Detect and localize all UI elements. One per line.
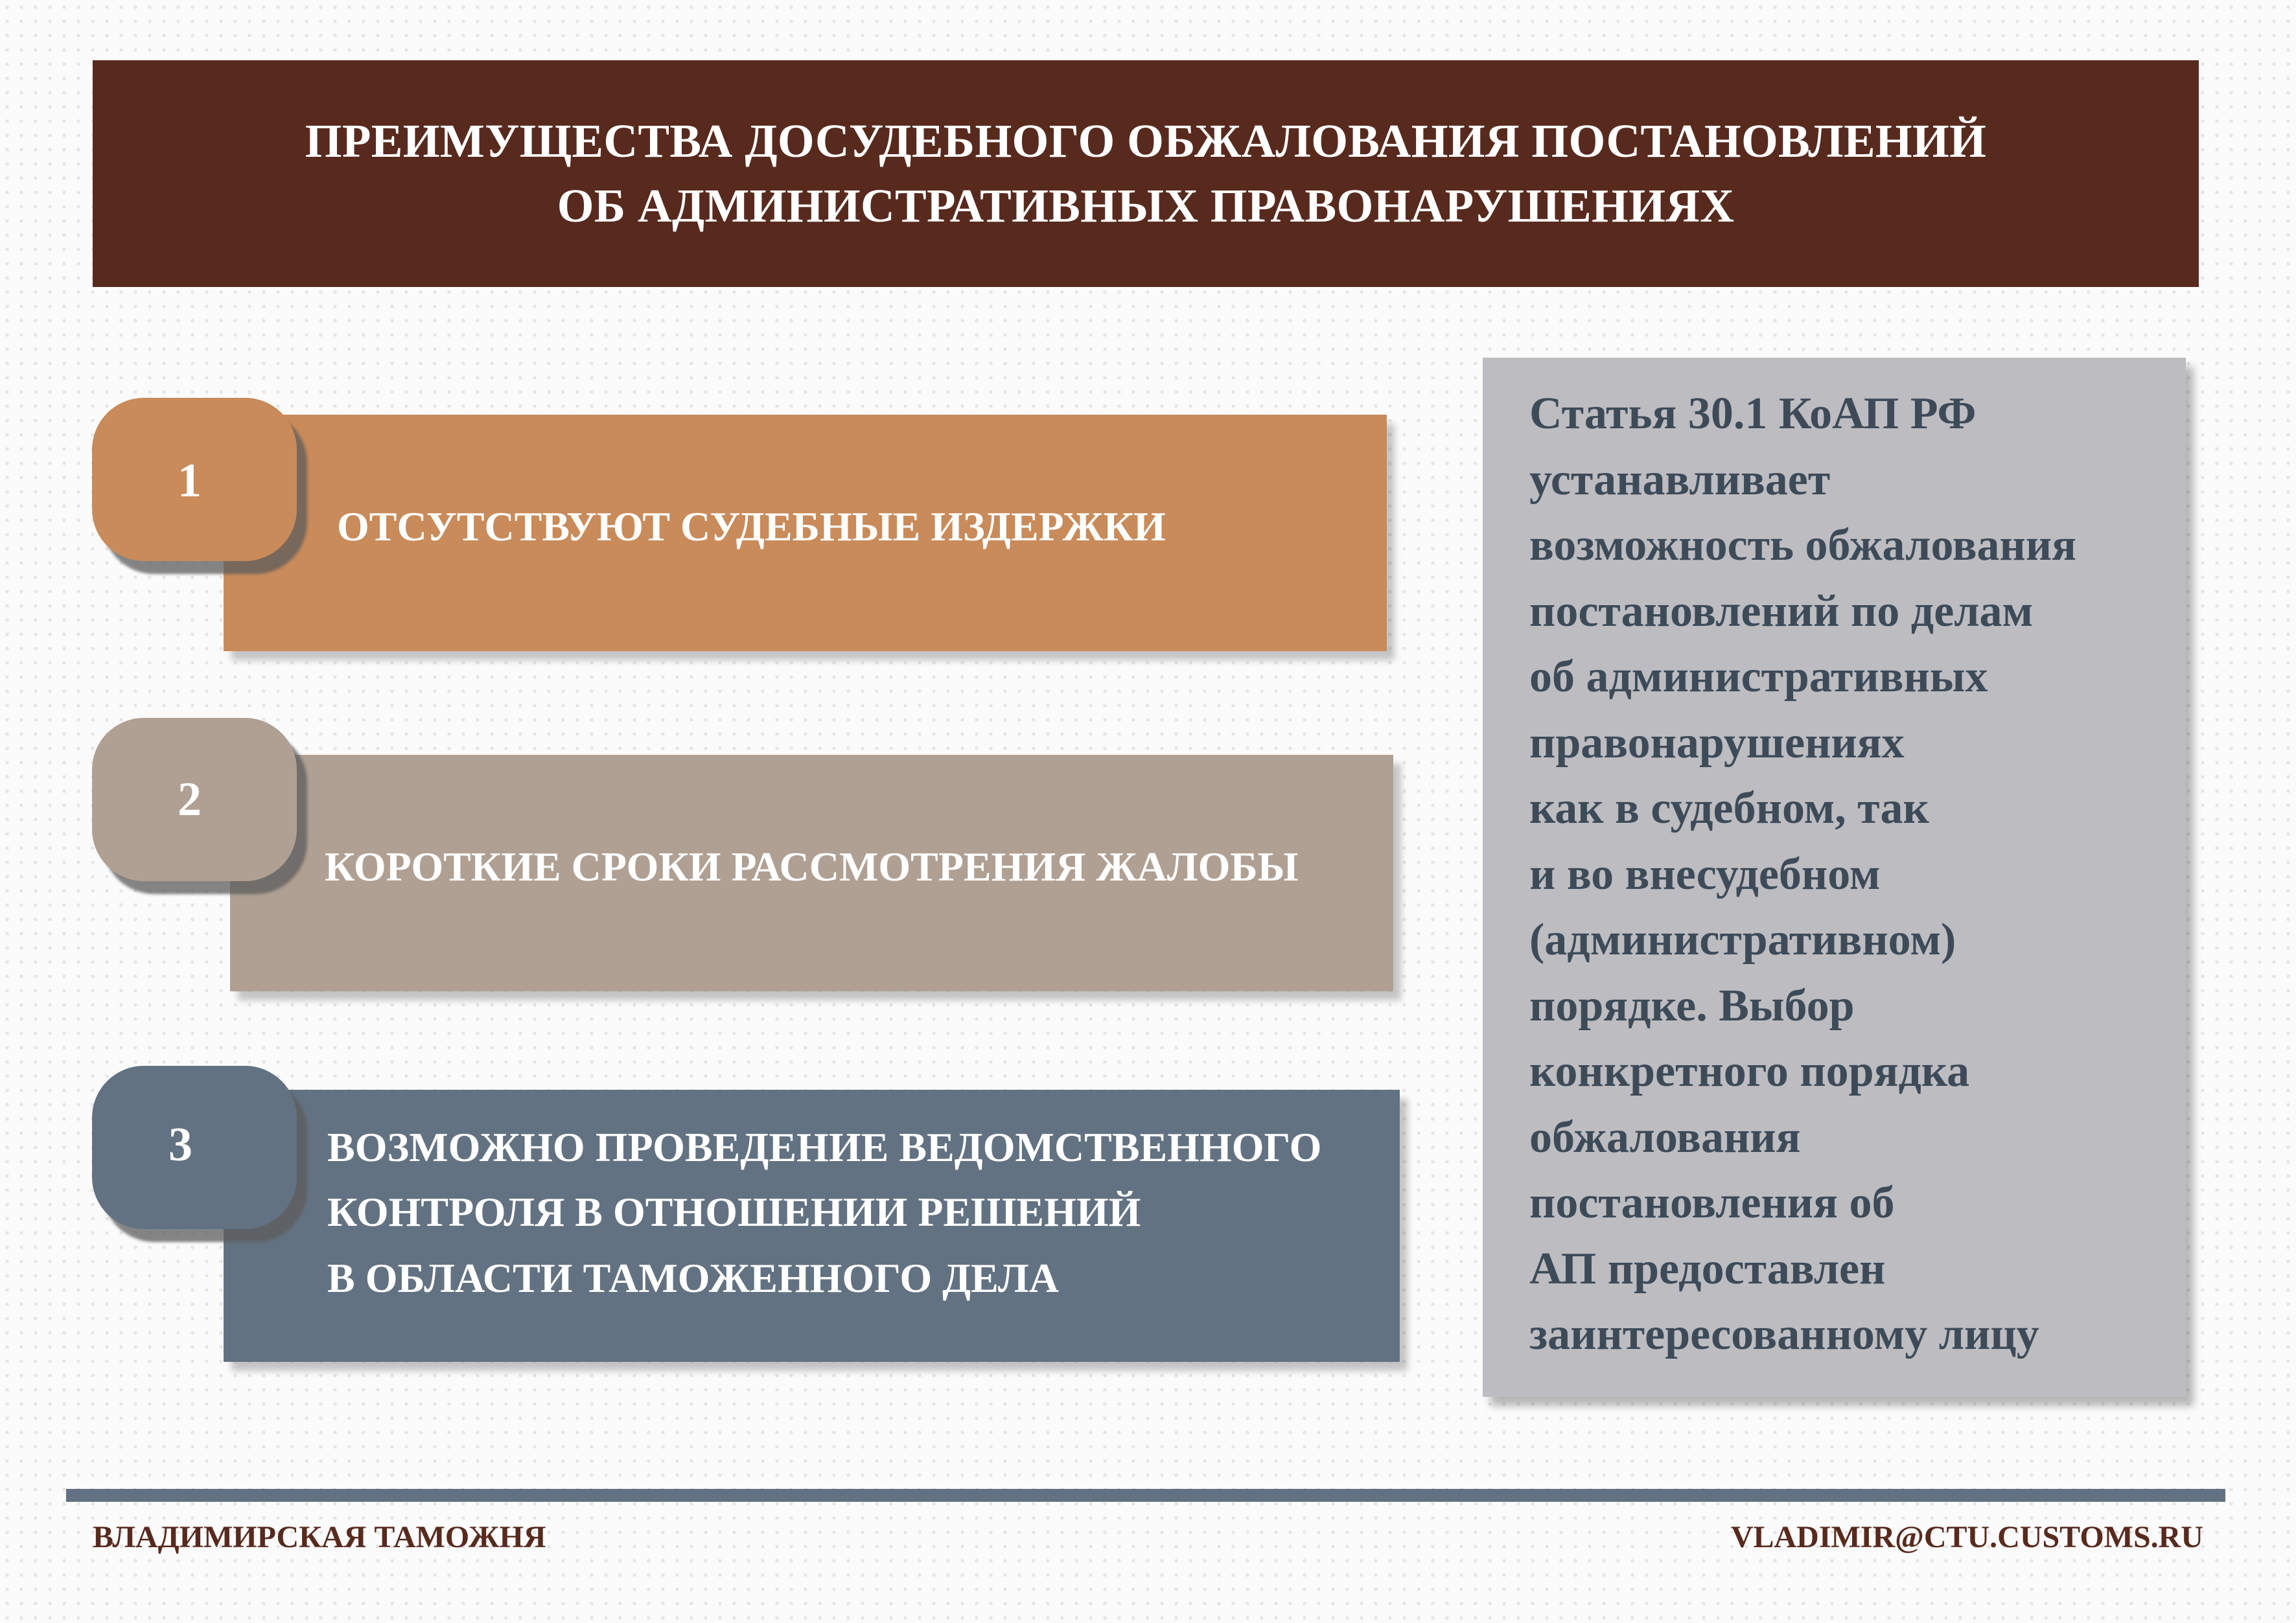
advantage-number-2: 2 (178, 773, 202, 826)
footer-divider (66, 1489, 2225, 1502)
advantage-card-3-line-2: КОНТРОЛЯ В ОТНОШЕНИИ РЕШЕНИЙ (327, 1189, 1141, 1235)
advantage-card-3-line-1: ВОЗМОЖНО ПРОВЕДЕНИЕ ВЕДОМСТВЕННОГО (327, 1124, 1322, 1170)
advantage-card-2 (230, 755, 1393, 991)
page-header (93, 60, 2199, 287)
advantage-card-1 (224, 415, 1387, 651)
advantage-number-badge-2 (92, 718, 297, 881)
footer-email[interactable]: VLADIMIR@CTU.CUSTOMS.RU (1730, 1520, 2203, 1554)
advantage-card-3 (224, 1090, 1400, 1362)
advantage-number-3: 3 (168, 1118, 192, 1171)
legal-note-text: Статья 30.1 КоАП РФ устанавливает возможность обжалования постановлений по делам об административных правонарушениях как в судебном, так и во внесудебном (административном) порядке. Выбор конкретного порядка обжалования постановления об АП предоставлен заинтересованному лицу (1529, 389, 2077, 1359)
footer-organization: ВЛАДИМИРСКАЯ ТАМОЖНЯ (93, 1520, 546, 1554)
page-title-line-2: ОБ АДМИНИСТРАТИВНЫХ ПРАВОНАРУШЕНИЯХ (557, 179, 1735, 232)
advantage-card-3-line-3: В ОБЛАСТИ ТАМОЖЕННОГО ДЕЛА (327, 1255, 1059, 1301)
advantage-number-1: 1 (178, 454, 202, 507)
page-title-line-1: ПРЕИМУЩЕСТВА ДОСУДЕБНОГО ОБЖАЛОВАНИЯ ПОСТАНОВЛЕНИЙ (305, 115, 1987, 167)
advantage-card-2-text: КОРОТКИЕ СРОКИ РАССМОТРЕНИЯ ЖАЛОБЫ (325, 844, 1299, 890)
advantage-number-badge-3 (92, 1066, 297, 1229)
advantage-number-badge-1 (92, 398, 297, 561)
legal-note-box (1483, 358, 2186, 1397)
advantage-card-1-text: ОТСУТСТВУЮТ СУДЕБНЫЕ ИЗДЕРЖКИ (337, 503, 1166, 549)
